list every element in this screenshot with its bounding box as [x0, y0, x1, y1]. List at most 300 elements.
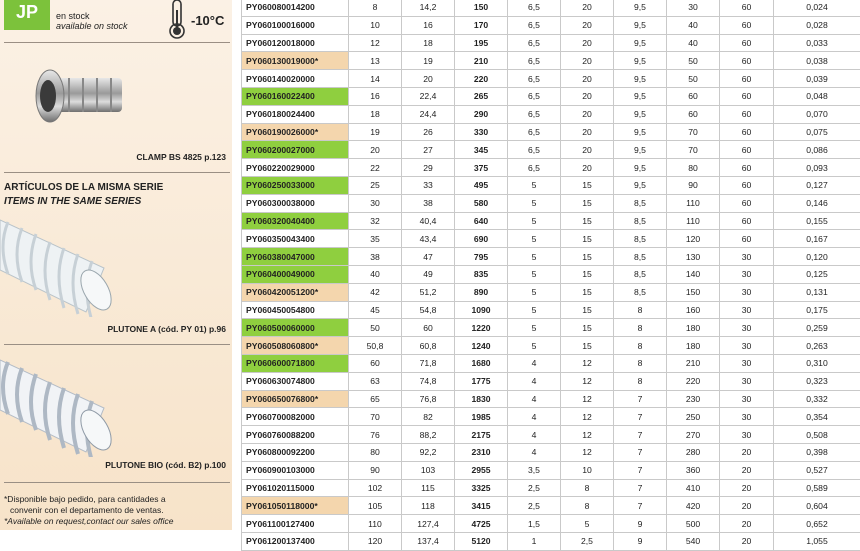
table-cell: 5	[561, 515, 614, 533]
table-cell: 50	[667, 52, 720, 70]
table-cell: 160	[667, 301, 720, 319]
table-cell: 13	[349, 52, 402, 70]
table-cell: 0,175	[774, 301, 860, 319]
table-cell: 7	[614, 461, 667, 479]
table-cell: 7	[614, 390, 667, 408]
table-cell: 250	[667, 408, 720, 426]
table-cell: 0,127	[774, 176, 860, 194]
table-cell: 60	[720, 212, 774, 230]
table-cell: 4	[508, 408, 561, 426]
table-row	[242, 532, 860, 550]
table-cell: 0,120	[774, 248, 860, 266]
table-row	[242, 87, 860, 105]
table-cell: 5	[508, 301, 561, 319]
table-cell: 76	[349, 426, 402, 444]
table-row	[242, 16, 860, 34]
table-cell: 3,5	[508, 461, 561, 479]
table-cell: 24,4	[402, 105, 455, 123]
table-cell: 0,259	[774, 319, 860, 337]
table-cell: 22,4	[402, 87, 455, 105]
table-row	[242, 461, 860, 479]
table-cell: 210	[455, 52, 508, 70]
product-code: PY060220029000	[242, 159, 349, 177]
product-code: PY060380047000	[242, 248, 349, 266]
table-cell: 110	[349, 515, 402, 533]
table-cell: 4	[508, 390, 561, 408]
table-cell: 127,4	[402, 515, 455, 533]
product-code: PY060630074800	[242, 372, 349, 390]
table-cell: 20	[561, 159, 614, 177]
table-cell: 9,5	[614, 176, 667, 194]
table-cell: 4725	[455, 515, 508, 533]
table-cell: 6,5	[508, 52, 561, 70]
table-row	[242, 212, 860, 230]
table-cell: 15	[561, 337, 614, 355]
table-row	[242, 497, 860, 515]
stock-badge: JP	[4, 0, 50, 30]
table-cell: 20	[720, 479, 774, 497]
table-cell: 9	[614, 532, 667, 550]
product-code: PY060190026000*	[242, 123, 349, 141]
table-cell: 20	[402, 70, 455, 88]
product-code: PY061050118000*	[242, 497, 349, 515]
table-cell: 0,038	[774, 52, 860, 70]
table-cell: 60	[720, 159, 774, 177]
table-cell: 12	[561, 372, 614, 390]
table-cell: 14,2	[402, 0, 455, 16]
table-cell: 22	[349, 159, 402, 177]
table-cell: 60	[720, 34, 774, 52]
table-cell: 20	[561, 34, 614, 52]
table-cell: 0,310	[774, 354, 860, 372]
product-code: PY060400049000	[242, 265, 349, 283]
table-cell: 60	[720, 176, 774, 194]
table-cell: 0,527	[774, 461, 860, 479]
table-cell: 1775	[455, 372, 508, 390]
table-cell: 30	[720, 319, 774, 337]
table-cell: 35	[349, 230, 402, 248]
product-code: PY060800092200	[242, 443, 349, 461]
table-cell: 2,5	[508, 479, 561, 497]
product-table	[241, 0, 860, 551]
table-cell: 15	[561, 176, 614, 194]
table-cell: 20	[561, 16, 614, 34]
table-cell: 15	[561, 194, 614, 212]
table-row	[242, 319, 860, 337]
table-cell: 60	[720, 123, 774, 141]
product-code: PY060130019000*	[242, 52, 349, 70]
table-cell: 60	[720, 141, 774, 159]
table-cell: 280	[667, 443, 720, 461]
note-en: *Available on request,contact our sales office	[4, 516, 173, 527]
table-cell: 580	[455, 194, 508, 212]
table-cell: 50,8	[349, 337, 402, 355]
plutone-a-hose-image	[0, 212, 112, 317]
table-cell: 60	[720, 87, 774, 105]
table-cell: 5	[508, 176, 561, 194]
table-cell: 30	[720, 390, 774, 408]
table-cell: 210	[667, 354, 720, 372]
table-cell: 290	[455, 105, 508, 123]
stock-label-es: en stock	[56, 11, 128, 21]
table-cell: 0,125	[774, 265, 860, 283]
table-cell: 70	[667, 141, 720, 159]
table-cell: 8,5	[614, 265, 667, 283]
table-row	[242, 443, 860, 461]
table-cell: 15	[561, 230, 614, 248]
table-cell: 110	[667, 194, 720, 212]
table-row	[242, 265, 860, 283]
table-cell: 47	[402, 248, 455, 266]
table-cell: 0,146	[774, 194, 860, 212]
table-cell: 640	[455, 212, 508, 230]
table-cell: 130	[667, 248, 720, 266]
table-cell: 102	[349, 479, 402, 497]
table-cell: 60	[720, 230, 774, 248]
product-code: PY060180024400	[242, 105, 349, 123]
table-cell: 12	[561, 426, 614, 444]
product-code: PY060300038000	[242, 194, 349, 212]
table-row	[242, 176, 860, 194]
product-code: PY060450054800	[242, 301, 349, 319]
table-cell: 500	[667, 515, 720, 533]
table-cell: 60	[720, 70, 774, 88]
table-cell: 5	[508, 265, 561, 283]
product-code: PY060160022400	[242, 87, 349, 105]
table-cell: 7	[614, 426, 667, 444]
series-heading-es: ARTÍCULOS DE LA MISMA SERIE	[4, 182, 163, 193]
table-cell: 15	[561, 283, 614, 301]
table-cell: 140	[667, 265, 720, 283]
table-cell: 15	[561, 301, 614, 319]
table-cell: 420	[667, 497, 720, 515]
table-cell: 890	[455, 283, 508, 301]
table-cell: 6,5	[508, 34, 561, 52]
table-cell: 360	[667, 461, 720, 479]
table-cell: 15	[561, 212, 614, 230]
table-cell: 8	[561, 497, 614, 515]
table-cell: 74,8	[402, 372, 455, 390]
table-row	[242, 159, 860, 177]
table-cell: 82	[402, 408, 455, 426]
table-cell: 8	[614, 372, 667, 390]
table-row	[242, 123, 860, 141]
table-row	[242, 408, 860, 426]
table-cell: 0,024	[774, 0, 860, 16]
table-cell: 20	[561, 123, 614, 141]
table-row	[242, 194, 860, 212]
table-cell: 1680	[455, 354, 508, 372]
table-cell: 0,048	[774, 87, 860, 105]
table-cell: 6,5	[508, 159, 561, 177]
table-cell: 118	[402, 497, 455, 515]
table-cell: 15	[561, 265, 614, 283]
table-cell: 0,070	[774, 105, 860, 123]
table-cell: 20	[349, 141, 402, 159]
table-cell: 19	[349, 123, 402, 141]
table-cell: 0,354	[774, 408, 860, 426]
table-cell: 60	[349, 354, 402, 372]
table-cell: 60	[720, 194, 774, 212]
table-cell: 265	[455, 87, 508, 105]
table-row	[242, 0, 860, 16]
table-cell: 0,033	[774, 34, 860, 52]
table-cell: 8,5	[614, 194, 667, 212]
table-cell: 38	[349, 248, 402, 266]
table-cell: 1,5	[508, 515, 561, 533]
table-cell: 220	[455, 70, 508, 88]
table-cell: 0,323	[774, 372, 860, 390]
table-cell: 49	[402, 265, 455, 283]
table-cell: 9,5	[614, 105, 667, 123]
table-row	[242, 70, 860, 88]
table-cell: 33	[402, 176, 455, 194]
table-cell: 30	[720, 408, 774, 426]
table-row	[242, 34, 860, 52]
table-cell: 375	[455, 159, 508, 177]
table-cell: 9,5	[614, 123, 667, 141]
table-cell: 43,4	[402, 230, 455, 248]
table-cell: 60	[667, 105, 720, 123]
table-cell: 60	[402, 319, 455, 337]
table-cell: 90	[349, 461, 402, 479]
table-cell: 60	[720, 16, 774, 34]
table-cell: 0,075	[774, 123, 860, 141]
table-cell: 0,086	[774, 141, 860, 159]
table-cell: 20	[561, 52, 614, 70]
table-cell: 9,5	[614, 159, 667, 177]
table-cell: 8,5	[614, 283, 667, 301]
product-code: PY061100127400	[242, 515, 349, 533]
table-cell: 15	[561, 319, 614, 337]
table-row	[242, 248, 860, 266]
table-cell: 7	[614, 479, 667, 497]
table-cell: 60,8	[402, 337, 455, 355]
table-cell: 0,155	[774, 212, 860, 230]
table-cell: 0,604	[774, 497, 860, 515]
table-cell: 120	[667, 230, 720, 248]
table-cell: 137,4	[402, 532, 455, 550]
table-cell: 795	[455, 248, 508, 266]
table-cell: 1240	[455, 337, 508, 355]
table-row	[242, 105, 860, 123]
product-code: PY060140020000	[242, 70, 349, 88]
table-cell: 54,8	[402, 301, 455, 319]
table-cell: 40	[349, 265, 402, 283]
table-cell: 40	[667, 34, 720, 52]
table-cell: 6,5	[508, 141, 561, 159]
table-cell: 0,508	[774, 426, 860, 444]
table-cell: 1,055	[774, 532, 860, 550]
table-cell: 103	[402, 461, 455, 479]
table-cell: 12	[561, 443, 614, 461]
table-cell: 410	[667, 479, 720, 497]
table-cell: 0,332	[774, 390, 860, 408]
table-cell: 9,5	[614, 16, 667, 34]
table-cell: 88,2	[402, 426, 455, 444]
table-cell: 9,5	[614, 52, 667, 70]
table-cell: 4	[508, 354, 561, 372]
table-cell: 1	[508, 532, 561, 550]
table-cell: 76,8	[402, 390, 455, 408]
table-cell: 6,5	[508, 105, 561, 123]
table-cell: 7	[614, 408, 667, 426]
table-cell: 60	[720, 52, 774, 70]
table-cell: 20	[561, 105, 614, 123]
table-cell: 30	[720, 265, 774, 283]
table-cell: 18	[349, 105, 402, 123]
product-code: PY060320040400	[242, 212, 349, 230]
divider	[4, 482, 230, 483]
product-code: PY060080014200	[242, 0, 349, 16]
table-cell: 51,2	[402, 283, 455, 301]
table-cell: 63	[349, 372, 402, 390]
table-cell: 8,5	[614, 230, 667, 248]
table-cell: 20	[720, 532, 774, 550]
table-cell: 6,5	[508, 123, 561, 141]
caption-plutone-a: PLUTONE A (cód. PY 01) p.96	[107, 324, 226, 334]
table-cell: 230	[667, 390, 720, 408]
product-code: PY060100016000	[242, 16, 349, 34]
product-code: PY060500060000	[242, 319, 349, 337]
table-cell: 5	[508, 194, 561, 212]
table-cell: 71,8	[402, 354, 455, 372]
table-cell: 0,589	[774, 479, 860, 497]
product-code: PY060120018000	[242, 34, 349, 52]
table-cell: 19	[402, 52, 455, 70]
table-cell: 5	[508, 283, 561, 301]
table-cell: 3325	[455, 479, 508, 497]
table-cell: 30	[720, 283, 774, 301]
table-cell: 27	[402, 141, 455, 159]
table-cell: 7	[614, 497, 667, 515]
table-cell: 16	[349, 87, 402, 105]
table-cell: 20	[561, 87, 614, 105]
table-cell: 12	[561, 354, 614, 372]
product-code: PY061200137400	[242, 532, 349, 550]
table-cell: 0,039	[774, 70, 860, 88]
table-cell: 5	[508, 248, 561, 266]
temperature-value: -10°C	[191, 13, 224, 28]
table-cell: 25	[349, 176, 402, 194]
table-cell: 30	[667, 0, 720, 16]
table-cell: 690	[455, 230, 508, 248]
table-cell: 8	[614, 301, 667, 319]
product-table-body	[242, 0, 860, 550]
table-row	[242, 372, 860, 390]
table-row	[242, 337, 860, 355]
table-cell: 220	[667, 372, 720, 390]
product-code: PY060200027000	[242, 141, 349, 159]
table-cell: 150	[455, 0, 508, 16]
table-cell: 20	[720, 497, 774, 515]
table-cell: 70	[349, 408, 402, 426]
table-cell: 7	[614, 443, 667, 461]
product-code: PY060900103000	[242, 461, 349, 479]
table-row	[242, 354, 860, 372]
product-code: PY060650076800*	[242, 390, 349, 408]
table-cell: 9,5	[614, 0, 667, 16]
table-cell: 330	[455, 123, 508, 141]
table-cell: 495	[455, 176, 508, 194]
product-code: PY060508060800*	[242, 337, 349, 355]
table-cell: 60	[720, 105, 774, 123]
table-cell: 50	[667, 70, 720, 88]
table-cell: 12	[561, 390, 614, 408]
sidebar	[0, 0, 232, 530]
table-cell: 6,5	[508, 70, 561, 88]
table-cell: 30	[720, 354, 774, 372]
table-cell: 9,5	[614, 70, 667, 88]
table-cell: 9,5	[614, 34, 667, 52]
table-row	[242, 52, 860, 70]
divider	[4, 42, 230, 43]
table-cell: 105	[349, 497, 402, 515]
table-cell: 70	[667, 123, 720, 141]
table-cell: 270	[667, 426, 720, 444]
table-cell: 1830	[455, 390, 508, 408]
table-cell: 110	[667, 212, 720, 230]
table-cell: 8	[614, 319, 667, 337]
table-cell: 30	[720, 426, 774, 444]
table-cell: 195	[455, 34, 508, 52]
table-cell: 9,5	[614, 87, 667, 105]
note-es-line2: convenir con el departamento de ventas.	[4, 505, 173, 516]
table-cell: 10	[561, 461, 614, 479]
table-cell: 80	[349, 443, 402, 461]
divider	[4, 172, 230, 173]
product-code: PY060760088200	[242, 426, 349, 444]
table-cell: 835	[455, 265, 508, 283]
table-cell: 42	[349, 283, 402, 301]
table-cell: 10	[349, 16, 402, 34]
table-cell: 5	[508, 230, 561, 248]
table-cell: 8	[561, 479, 614, 497]
table-cell: 4	[508, 443, 561, 461]
table-cell: 20	[561, 0, 614, 16]
table-cell: 1090	[455, 301, 508, 319]
caption-clamp: CLAMP BS 4825 p.123	[136, 152, 226, 162]
product-code: PY060600071800	[242, 354, 349, 372]
table-cell: 18	[402, 34, 455, 52]
table-cell: 80	[667, 159, 720, 177]
table-cell: 38	[402, 194, 455, 212]
table-row	[242, 426, 860, 444]
table-cell: 20	[720, 461, 774, 479]
table-cell: 60	[720, 0, 774, 16]
table-row	[242, 479, 860, 497]
table-cell: 345	[455, 141, 508, 159]
series-heading-en: ITEMS IN THE SAME SERIES	[4, 196, 141, 207]
table-cell: 2310	[455, 443, 508, 461]
table-cell: 26	[402, 123, 455, 141]
caption-plutone-bio: PLUTONE BIO (cód. B2) p.100	[105, 460, 226, 470]
product-code: PY060420051200*	[242, 283, 349, 301]
table-cell: 2,5	[508, 497, 561, 515]
table-cell: 5	[508, 337, 561, 355]
divider	[4, 344, 230, 345]
table-cell: 0,028	[774, 16, 860, 34]
table-cell: 150	[667, 283, 720, 301]
table-row	[242, 283, 860, 301]
table-cell: 30	[720, 301, 774, 319]
table-cell: 65	[349, 390, 402, 408]
table-cell: 14	[349, 70, 402, 88]
table-cell: 90	[667, 176, 720, 194]
table-cell: 29	[402, 159, 455, 177]
table-cell: 12	[561, 408, 614, 426]
table-cell: 6,5	[508, 87, 561, 105]
